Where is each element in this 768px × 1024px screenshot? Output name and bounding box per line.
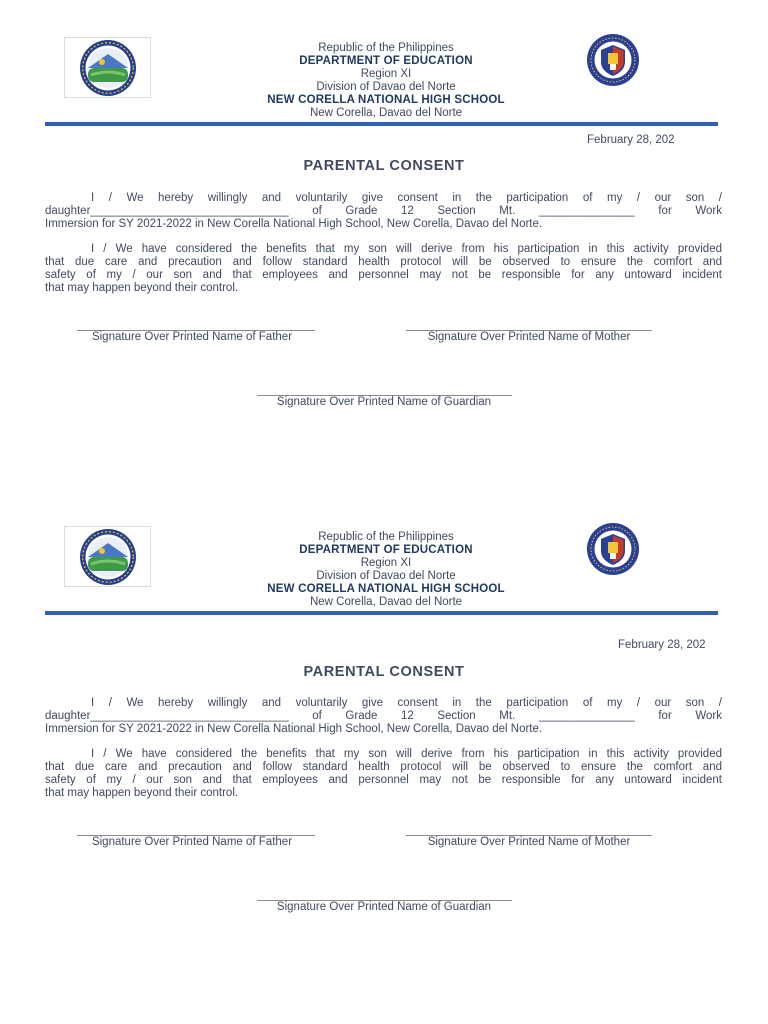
date: February 28, 202 xyxy=(587,134,675,146)
paragraph-line: safety of my / our son and that employees and personnel may not be responsible for any untoward incident xyxy=(45,773,722,786)
header-department: DEPARTMENT OF EDUCATION xyxy=(299,543,473,556)
header-divider xyxy=(45,611,718,615)
benefits-paragraph xyxy=(45,748,722,800)
form-title: PARENTAL CONSENT xyxy=(303,664,465,680)
header-division: Division of Davao del Norte xyxy=(316,80,456,93)
paragraph-line: Immersion for SY 2021-2022 in New Corella National High School, New Corella, Davao del Norte. xyxy=(45,217,543,230)
paragraph-line: daughter_______________________________ of Grade 12 Section Mt. _______________ for Work xyxy=(45,709,722,722)
father-signature-block xyxy=(72,835,312,848)
mother-signature-label: Signature Over Printed Name of Mother xyxy=(427,836,631,848)
header-republic: Republic of the Philippines xyxy=(318,42,454,54)
paragraph-line: daughter_______________________________ of Grade 12 Section Mt. _______________ for Work xyxy=(45,204,722,217)
paragraph-line: I / We hereby willingly and voluntarily give consent in the participation of my / our son / xyxy=(91,697,722,709)
paragraph-line: safety of my / our son and that employees and personnel may not be responsible for any untoward incident xyxy=(45,268,722,281)
guardian-signature-block xyxy=(255,900,513,913)
header-department: DEPARTMENT OF EDUCATION xyxy=(299,54,473,67)
letterhead xyxy=(190,42,582,119)
header-division: Division of Davao del Norte xyxy=(316,569,456,582)
consent-form xyxy=(0,489,768,959)
paragraph-line: I / We have considered the benefits that my son will derive from his participation in this activity provided xyxy=(91,748,722,760)
header-school: NEW CORELLA NATIONAL HIGH SCHOOL xyxy=(267,582,505,595)
father-signature-label: Signature Over Printed Name of Father xyxy=(91,836,293,848)
consent-paragraph xyxy=(45,192,722,231)
header-address: New Corella, Davao del Norte xyxy=(309,595,463,608)
paragraph-line: that due care and precaution and follow standard health protocol will be observed to ensure the comfort and xyxy=(45,255,722,268)
deped-seal-icon xyxy=(586,33,640,87)
form-title: PARENTAL CONSENT xyxy=(303,158,465,174)
father-signature-label: Signature Over Printed Name of Father xyxy=(91,331,293,343)
header-region: Region XI xyxy=(360,67,412,80)
paragraph-line: that may happen beyond their control. xyxy=(45,281,239,294)
mother-signature-block xyxy=(406,330,652,343)
header-address: New Corella, Davao del Norte xyxy=(309,106,463,119)
school-seal-icon xyxy=(64,526,151,587)
paragraph-line: I / We have considered the benefits that my son will derive from his participation in this activity provided xyxy=(91,243,722,255)
paragraph-line: I / We hereby willingly and voluntarily give consent in the participation of my / our son / xyxy=(91,192,722,204)
paragraph-line: that may happen beyond their control. xyxy=(45,786,239,799)
guardian-signature-label: Signature Over Printed Name of Guardian xyxy=(276,396,492,408)
letterhead xyxy=(190,531,582,608)
deped-seal-icon xyxy=(586,522,640,576)
header-republic: Republic of the Philippines xyxy=(318,531,454,543)
header-divider xyxy=(45,122,718,126)
mother-signature-label: Signature Over Printed Name of Mother xyxy=(427,331,631,343)
header-school: NEW CORELLA NATIONAL HIGH SCHOOL xyxy=(267,93,505,106)
header-region: Region XI xyxy=(360,556,412,569)
guardian-signature-block xyxy=(255,395,513,408)
consent-paragraph xyxy=(45,697,722,736)
paragraph-line: Immersion for SY 2021-2022 in New Corella National High School, New Corella, Davao del Norte. xyxy=(45,722,543,735)
benefits-paragraph xyxy=(45,243,722,295)
father-signature-block xyxy=(72,330,312,343)
date: February 28, 202 xyxy=(618,639,706,651)
consent-form xyxy=(0,0,768,470)
mother-signature-block xyxy=(406,835,652,848)
guardian-signature-label: Signature Over Printed Name of Guardian xyxy=(276,901,492,913)
school-seal-icon xyxy=(64,37,151,98)
paragraph-line: that due care and precaution and follow standard health protocol will be observed to ensure the comfort and xyxy=(45,760,722,773)
